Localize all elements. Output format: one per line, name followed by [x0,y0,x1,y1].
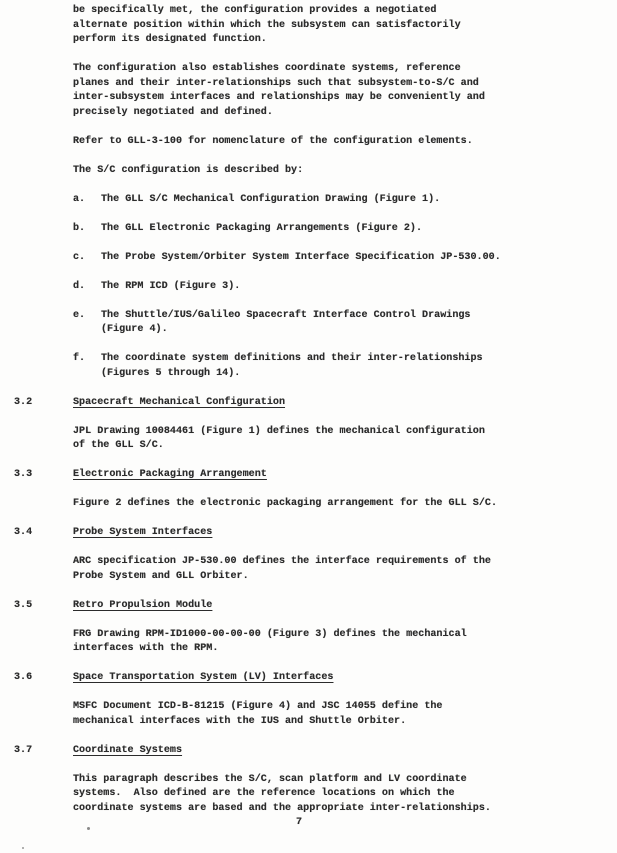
text-line: The coordinate system definitions and their inter-relationships [101,353,483,364]
text-line: FRG Drawing RPM-ID1000-00-00-00 (Figure 3) defines the mechanical [73,628,467,640]
section-number: 3.5 [14,599,33,611]
text-line: MSFC Document ICD-B-81215 (Figure 4) and JSC 14055 define the [73,701,443,712]
list-item [73,251,573,266]
list-item [73,222,573,237]
text-line: JPL Drawing 10084461 (Figure 1) defines the mechanical configuration [73,425,485,437]
text-line: Probe System and GLL Orbiter. [73,570,249,582]
text-line: planes and their inter-relationships such that subsystem-to-S/C and [73,77,479,89]
list-marker: e. [73,309,86,321]
paragraph [73,555,573,584]
list-marker: d. [73,280,86,292]
text-line: This paragraph describes the S/C, scan platform and LV coordinate [73,773,467,785]
text-line: The GLL S/C Mechanical Configuration Drawing (Figure 1). [101,193,441,205]
text-line: be specifically met, the configuration provides a negotiated [73,5,437,16]
text-line: perform its designated function. [73,34,267,45]
list-item-text [101,309,573,338]
text-line: (Figures 5 through 14). [101,367,241,379]
list-item [73,352,573,381]
list-marker: c. [73,251,86,263]
section-number: 3.3 [14,469,33,480]
section-title: Probe System Interfaces [73,527,213,538]
list-item-text [101,193,573,208]
list-item [73,309,573,338]
text-line: precisely negotiated and defined. [73,106,273,118]
list-item-text [101,222,573,237]
list-marker: b. [73,222,86,234]
text-line: mechanical interfaces with the IUS and Shuttle Orbiter. [73,715,407,727]
paragraph [73,135,573,150]
text-line: systems. Also defined are the reference locations on which the [73,788,455,799]
text-line: The Shuttle/IUS/Galileo Spacecraft Interface Control Drawings [101,309,471,321]
list-item [73,280,573,295]
section-title: Electronic Packaging Arrangement [73,469,267,480]
section-heading [14,599,573,614]
section-heading [14,468,573,483]
section-heading [14,526,573,541]
list-marker: f. [73,353,86,364]
section-heading [14,396,573,411]
paragraph [73,425,573,454]
section-title: Space Transportation System (LV) Interfaces [73,672,334,683]
section-title: Spacecraft Mechanical Configuration [73,396,286,408]
list-item-text [101,352,573,381]
paragraph [73,773,573,817]
section-number: 3.2 [14,396,33,408]
paragraph [73,164,573,179]
text-line: ARC specification JP-530.00 defines the interface requirements of the [73,556,491,567]
section-number: 3.6 [14,672,33,683]
paragraph [73,700,573,729]
text-line: The S/C configuration is described by: [73,164,304,176]
paragraph [73,62,573,120]
section-title: Coordinate Systems [73,744,183,756]
text-line: (Figure 4). [101,324,168,335]
text-line: alternate position within which the subsystem can satisfactorily [73,19,461,31]
text-line: Figure 2 defines the electronic packaging arrangement for the GLL S/C. [73,498,498,509]
content [14,4,573,831]
text-line: inter-subsystem interfaces and relationships may be conveniently and [73,92,485,103]
list-item [73,193,573,208]
list-marker: a. [73,193,86,205]
list-item-text [101,251,573,266]
section-number: 3.7 [14,744,33,756]
scan-speck [87,827,90,830]
paragraph [73,628,573,657]
section-title: Retro Propulsion Module [73,599,213,611]
paragraph [73,497,573,512]
text-line: Refer to GLL-3-100 for nomenclature of the configuration elements. [73,135,473,147]
text-line: interfaces with the RPM. [73,643,219,654]
section-heading [14,671,573,686]
section-heading [14,744,573,759]
text-line: of the GLL S/C. [73,440,164,451]
paragraph [73,4,573,48]
text-line: The configuration also establishes coordinate systems, reference [73,63,461,74]
text-line: The RPM ICD (Figure 3). [101,280,241,292]
scan-speck [22,847,24,849]
text-line: The Probe System/Orbiter System Interface Specification JP-530.00. [101,251,501,263]
text-line: coordinate systems are based and the appropriate inter-relationships. [73,802,491,814]
list-item-text [101,280,573,295]
page-number: 7 [295,817,303,828]
section-number: 3.4 [14,527,33,538]
text-line: The GLL Electronic Packaging Arrangements (Figure 2). [101,222,423,234]
